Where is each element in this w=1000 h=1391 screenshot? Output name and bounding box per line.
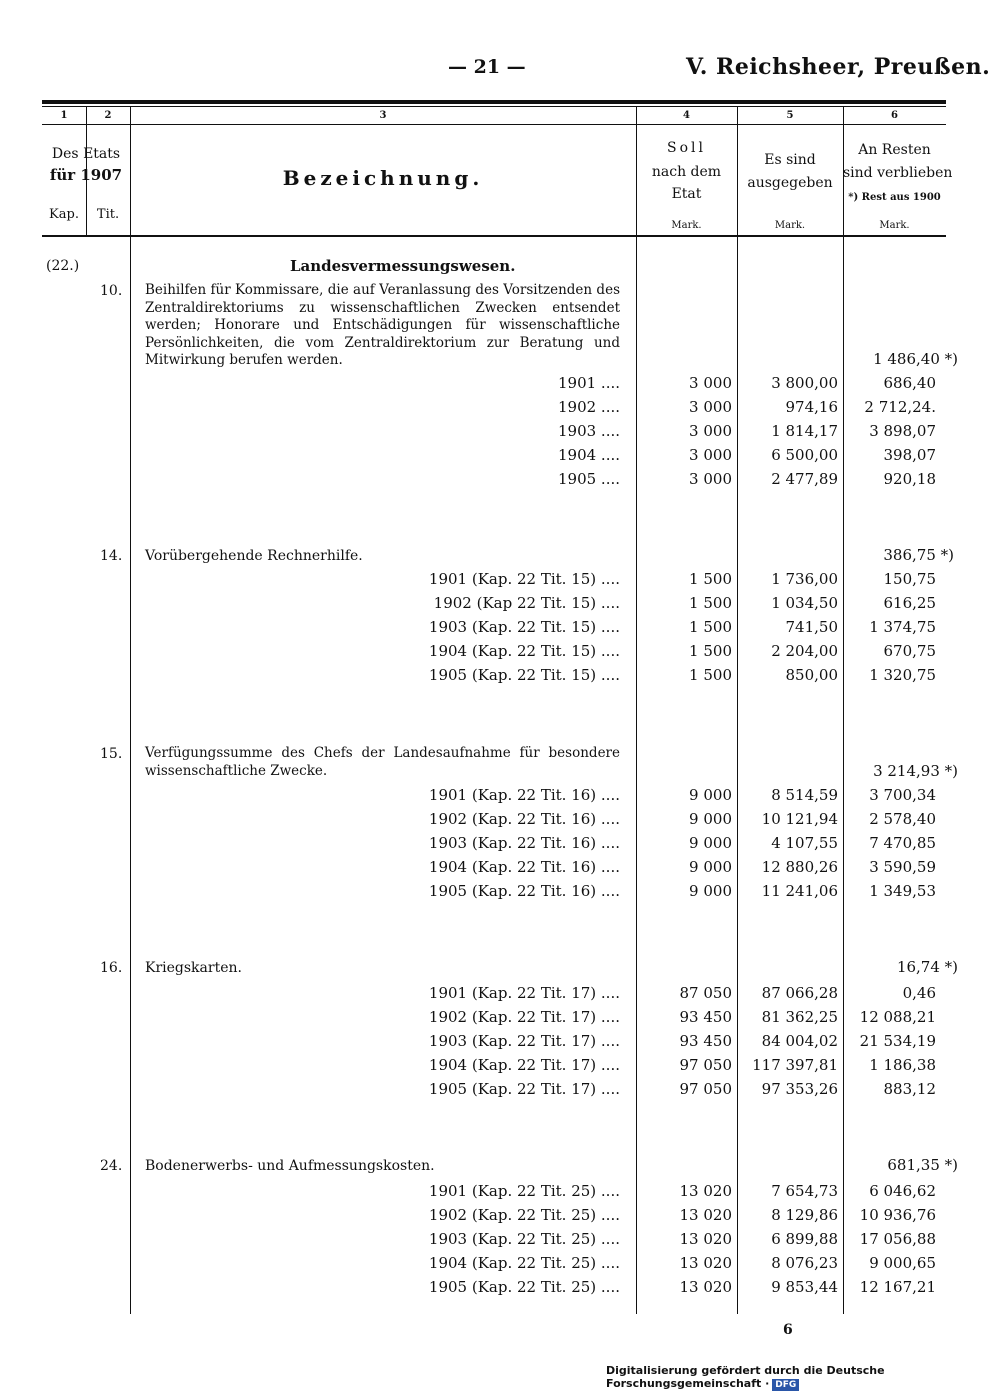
table-row (0, 1278, 1000, 1302)
header-reste-line3: *) Rest aus 1900 (848, 192, 941, 203)
ausgegeben-value: 97 353,26 (761, 1080, 838, 1098)
row-label: 1901 (Kap. 22 Tit. 25) .... (428, 1182, 620, 1200)
table-row (0, 422, 1000, 446)
footer (606, 1364, 1000, 1391)
row-label: 1902 (Kap. 22 Tit. 25) .... (428, 1206, 620, 1224)
soll-value: 3 000 (689, 470, 732, 488)
table-row (0, 1080, 1000, 1104)
row-label: 1905 .... (557, 470, 620, 488)
kapitel-number: (22.) (46, 258, 80, 274)
soll-value: 87 050 (679, 984, 732, 1002)
rest-value: 2 578,40 (869, 810, 936, 828)
ausgegeben-value: 1 034,50 (771, 594, 838, 612)
header-reste-line2: sind verblieben (843, 165, 953, 181)
ausgegeben-value: 8 514,59 (771, 786, 838, 804)
row-label: 1904 (Kap. 22 Tit. 16) .... (428, 858, 620, 876)
section-rest-1900-row (0, 546, 1000, 570)
soll-value: 3 000 (689, 422, 732, 440)
table-row (0, 594, 1000, 618)
header-soll-line3: Etat (671, 186, 702, 202)
header-bezeichnung: Bezeichnung. (282, 166, 484, 190)
ausgegeben-value: 12 880,26 (761, 858, 838, 876)
soll-value: 1 500 (689, 642, 732, 660)
rest-value: 150,75 (883, 570, 936, 588)
header-soll-line2: nach dem (651, 164, 722, 180)
header-soll-line1: Soll (667, 140, 706, 156)
row-label: 1905 (Kap. 22 Tit. 25) .... (428, 1278, 620, 1296)
top-thin-rule (42, 106, 946, 107)
row-label: 1902 .... (557, 398, 620, 416)
section-description-24: Bodenerwerbs- und Aufmessungskosten. (145, 1158, 435, 1174)
table-row (0, 882, 1000, 906)
rest-value: 398,07 (883, 446, 936, 464)
ausgegeben-value: 81 362,25 (761, 1008, 838, 1026)
soll-value: 1 500 (689, 594, 732, 612)
row-label: 1902 (Kap 22 Tit. 15) .... (433, 594, 620, 612)
row-label: 1903 (Kap. 22 Tit. 16) .... (428, 834, 620, 852)
row-label: 1901 .... (557, 374, 620, 392)
section-tit-16: 16. (100, 960, 123, 976)
ausgegeben-value: 2 204,00 (771, 642, 838, 660)
section-tit-10: 10. (100, 283, 123, 299)
rest-value: 670,75 (883, 642, 936, 660)
page-title: V. Reichsheer, Preußen. (686, 54, 991, 80)
top-double-rule (42, 100, 946, 104)
rest-value: 10 936,76 (859, 1206, 936, 1224)
ausgegeben-value: 8 076,23 (771, 1254, 838, 1272)
rest-value: 0,46 (902, 984, 936, 1002)
section-rest-1900-row (0, 958, 1000, 982)
row-label: 1901 (Kap. 22 Tit. 15) .... (428, 570, 620, 588)
row-label: 1901 (Kap. 22 Tit. 16) .... (428, 786, 620, 804)
table-row (0, 1230, 1000, 1254)
row-label: 1903 (Kap. 22 Tit. 25) .... (428, 1230, 620, 1248)
soll-value: 3 000 (689, 446, 732, 464)
table-row (0, 1032, 1000, 1056)
ausgegeben-value: 4 107,55 (771, 834, 838, 852)
colnum-2: 2 (104, 110, 112, 121)
rest-value: 7 470,85 (869, 834, 936, 852)
rest-value: 12 167,21 (859, 1278, 936, 1296)
row-label: 1901 (Kap. 22 Tit. 17) .... (428, 984, 620, 1002)
table-row (0, 834, 1000, 858)
soll-value: 13 020 (679, 1278, 732, 1296)
ausgegeben-value: 1 814,17 (771, 422, 838, 440)
header-etat-line2: für 1907 (49, 166, 123, 184)
header-unit-4: Mark. (671, 220, 702, 231)
col-divider-3 (636, 106, 637, 1314)
section-rest-1900-row (0, 1156, 1000, 1180)
rest-value: 6 046,62 (869, 1182, 936, 1200)
colnum-5: 5 (786, 110, 794, 121)
soll-value: 93 450 (679, 1032, 732, 1050)
rest-value: 17 056,88 (859, 1230, 936, 1248)
rest-value: 3 700,34 (869, 786, 936, 804)
soll-value: 97 050 (679, 1056, 732, 1074)
rest-1900-value: 386,75 *) (883, 546, 954, 564)
col-divider-5 (843, 106, 844, 1314)
section-tit-15: 15. (100, 746, 123, 762)
soll-value: 97 050 (679, 1080, 732, 1098)
table-row (0, 374, 1000, 398)
rest-value: 3 898,07 (869, 422, 936, 440)
rest-value: 686,40 (883, 374, 936, 392)
soll-value: 1 500 (689, 570, 732, 588)
table-row (0, 858, 1000, 882)
soll-value: 13 020 (679, 1182, 732, 1200)
soll-value: 3 000 (689, 374, 732, 392)
rest-value: 1 349,53 (869, 882, 936, 900)
dfg-logo-icon: DFG (772, 1379, 799, 1391)
rest-value: 883,12 (883, 1080, 936, 1098)
colnum-rule (42, 124, 946, 125)
signature-mark: 6 (783, 1322, 793, 1338)
soll-value: 9 000 (689, 786, 732, 804)
rest-value: 12 088,21 (859, 1008, 936, 1026)
row-label: 1902 (Kap. 22 Tit. 17) .... (428, 1008, 620, 1026)
footer-text: Digitalisierung gefördert durch die Deutsche Forschungsgemeinschaft · (606, 1364, 885, 1390)
table-row (0, 1182, 1000, 1206)
section-tit-24: 24. (100, 1158, 123, 1174)
row-label: 1905 (Kap. 22 Tit. 17) .... (428, 1080, 620, 1098)
row-label: 1904 (Kap. 22 Tit. 15) .... (428, 642, 620, 660)
table-row (0, 446, 1000, 470)
header-reste-line1: An Resten (858, 142, 931, 158)
table-row (0, 642, 1000, 666)
header-unit-5: Mark. (774, 220, 806, 231)
kapitel-title: Landesvermessungswesen. (290, 257, 516, 275)
rest-value: 1 186,38 (869, 1056, 936, 1074)
table-row (0, 1206, 1000, 1230)
ausgegeben-value: 87 066,28 (761, 984, 838, 1002)
ausgegeben-value: 2 477,89 (771, 470, 838, 488)
row-label: 1903 .... (557, 422, 620, 440)
ausgegeben-value: 10 121,94 (761, 810, 838, 828)
soll-value: 1 500 (689, 618, 732, 636)
header-kap: Kap. (49, 207, 79, 222)
ausgegeben-value: 741,50 (785, 618, 838, 636)
rest-value: 2 712,24. (864, 398, 936, 416)
section-rest-1900-row (0, 350, 1000, 374)
soll-value: 13 020 (679, 1206, 732, 1224)
ausgegeben-value: 84 004,02 (761, 1032, 838, 1050)
table-row (0, 1254, 1000, 1278)
table-row (0, 666, 1000, 690)
soll-value: 13 020 (679, 1230, 732, 1248)
page-number: — 21 — (448, 56, 526, 78)
row-label: 1905 (Kap. 22 Tit. 16) .... (428, 882, 620, 900)
header-etat-line1: Des Etats (51, 146, 121, 162)
ausgegeben-value: 7 654,73 (771, 1182, 838, 1200)
ausgegeben-value: 11 241,06 (761, 882, 838, 900)
header-bottom-rule (42, 235, 946, 237)
section-description-15: Verfügungssumme des Chefs der Landesaufnahme für besondere wissenschaftliche Zwecke. (145, 745, 620, 779)
row-label: 1903 (Kap. 22 Tit. 17) .... (428, 1032, 620, 1050)
section-description-10: Beihilfen für Kommissare, die auf Veranlassung des Vorsitzenden des Zentraldirektoriums zu wissenschaftlichen Zwecken entsendet werden; Honorare und Entschädigungen für wissenschaftliche Persönlichkeiten, die vom Zentraldirektorium zur Beratung und Mitwirkung berufen werden. (145, 282, 620, 368)
soll-value: 3 000 (689, 398, 732, 416)
colnum-6: 6 (891, 110, 898, 121)
section-description-14: Vorübergehende Rechnerhilfe. (145, 548, 363, 564)
colnum-1: 1 (60, 110, 68, 121)
soll-value: 13 020 (679, 1254, 732, 1272)
col-divider-4 (737, 106, 738, 1314)
rest-value: 21 534,19 (859, 1032, 936, 1050)
ausgegeben-value: 117 397,81 (752, 1056, 838, 1074)
ausgegeben-value: 9 853,44 (771, 1278, 838, 1296)
rest-value: 3 590,59 (869, 858, 936, 876)
rest-value: 9 000,65 (869, 1254, 936, 1272)
table-row (0, 810, 1000, 834)
ausgegeben-value: 1 736,00 (771, 570, 838, 588)
table-row (0, 570, 1000, 594)
soll-value: 93 450 (679, 1008, 732, 1026)
table-row (0, 1056, 1000, 1080)
table-row (0, 1008, 1000, 1032)
soll-value: 9 000 (689, 882, 732, 900)
section-tit-14: 14. (100, 548, 123, 564)
ausgegeben-value: 974,16 (785, 398, 838, 416)
header-unit-6: Mark. (879, 220, 910, 231)
ausgegeben-value: 3 800,00 (771, 374, 838, 392)
ausgegeben-value: 6 899,88 (771, 1230, 838, 1248)
table-row (0, 470, 1000, 494)
row-label: 1904 .... (557, 446, 620, 464)
ausgegeben-value: 6 500,00 (771, 446, 838, 464)
header-ausgegeben-line1: Es sind (764, 152, 816, 168)
table-row (0, 618, 1000, 642)
row-label: 1904 (Kap. 22 Tit. 25) .... (428, 1254, 620, 1272)
ausgegeben-value: 850,00 (785, 666, 838, 684)
header-tit: Tit. (96, 207, 120, 222)
rest-value: 1 320,75 (869, 666, 936, 684)
col-divider-2 (130, 106, 131, 1314)
ausgegeben-value: 8 129,86 (771, 1206, 838, 1224)
colnum-3: 3 (379, 110, 387, 121)
table-row (0, 984, 1000, 1008)
rest-value: 920,18 (883, 470, 936, 488)
rest-1900-value: 3 214,93 *) (873, 762, 958, 780)
header-ausgegeben-line2: ausgegeben (747, 175, 833, 191)
table-row (0, 398, 1000, 422)
row-label: 1902 (Kap. 22 Tit. 16) .... (428, 810, 620, 828)
row-label: 1903 (Kap. 22 Tit. 15) .... (428, 618, 620, 636)
table-row (0, 786, 1000, 810)
rest-1900-value: 1 486,40 *) (873, 350, 958, 368)
rest-1900-value: 16,74 *) (896, 958, 958, 976)
section-rest-1900-row (0, 762, 1000, 786)
rest-value: 616,25 (883, 594, 936, 612)
soll-value: 9 000 (689, 834, 732, 852)
rest-1900-value: 681,35 *) (887, 1156, 958, 1174)
soll-value: 9 000 (689, 858, 732, 876)
section-description-16: Kriegskarten. (145, 960, 242, 976)
row-label: 1904 (Kap. 22 Tit. 17) .... (428, 1056, 620, 1074)
rest-value: 1 374,75 (869, 618, 936, 636)
colnum-4: 4 (683, 110, 690, 121)
soll-value: 1 500 (689, 666, 732, 684)
soll-value: 9 000 (689, 810, 732, 828)
row-label: 1905 (Kap. 22 Tit. 15) .... (428, 666, 620, 684)
